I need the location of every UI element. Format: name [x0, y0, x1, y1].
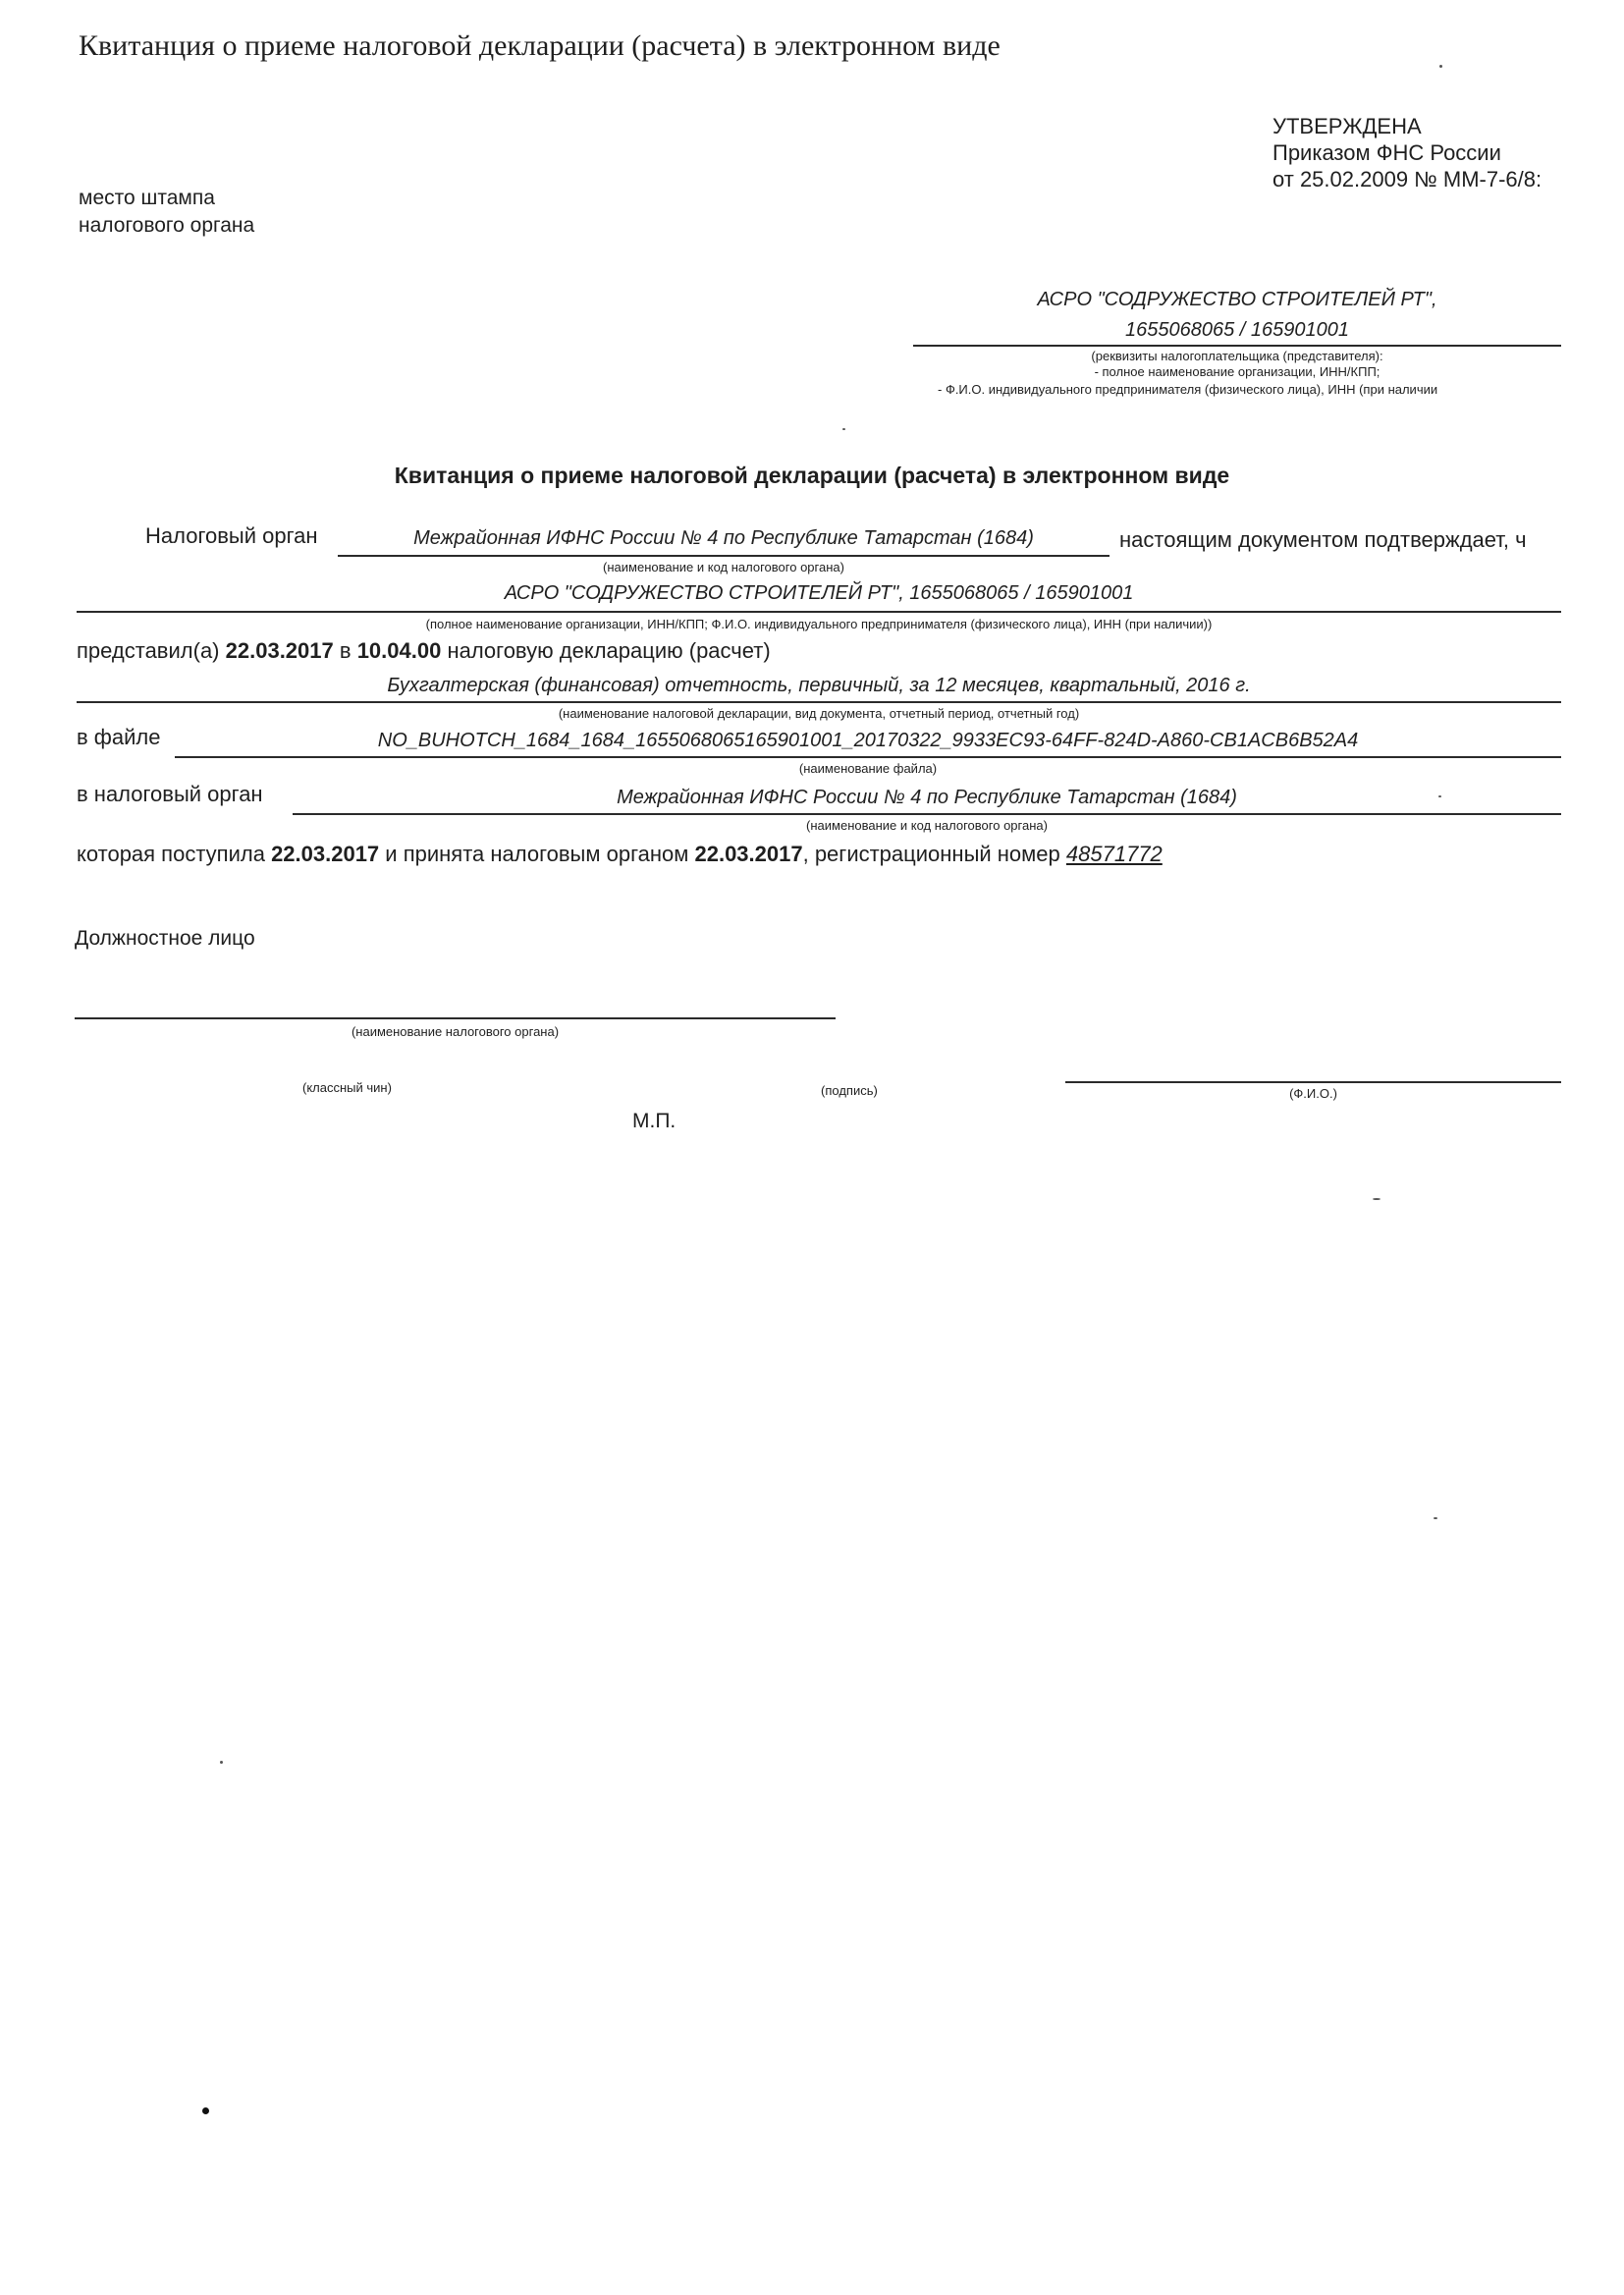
approval-line-2: Приказом ФНС России — [1272, 140, 1501, 165]
signature-caption: (подпись) — [821, 1083, 878, 1098]
top-title: Квитанция о приеме налоговой декларации (расчета) в электронном виде — [79, 29, 1001, 62]
accepted-date: 22.03.2017 — [694, 842, 803, 866]
received-date: 22.03.2017 — [271, 842, 380, 866]
file-line — [175, 756, 1561, 758]
taxpayer-name: АСРО "СОДРУЖЕСТВО СТРОИТЕЛЕЙ РТ", — [1037, 289, 1437, 310]
authority-caption: (наименование налогового органа) — [351, 1024, 560, 1039]
org-value: АСРО "СОДРУЖЕСТВО СТРОИТЕЛЕЙ РТ", 1655068065 / 165901001 — [504, 582, 1134, 604]
to-authority-caption: (наименование и код налогового органа) — [806, 818, 1048, 833]
scan-speck — [202, 2107, 209, 2114]
reg-text: , регистрационный номер — [802, 842, 1060, 866]
org-caption: (полное наименование организации, ИНН/КПП; Ф.И.О. индивидуального предпринимателя (физического лица), ИНН (при наличии)) — [425, 617, 1213, 631]
approval-line-1: УТВЕРЖДЕНА — [1272, 114, 1422, 138]
taxpayer-caption-1: (реквизиты налогоплательщика (представителя): — [1091, 349, 1383, 363]
file-caption: (наименование файла) — [798, 761, 938, 776]
to-authority-label: в налоговый орган — [77, 782, 263, 806]
declaration-caption: (наименование налоговой декларации, вид документа, отчетный период, отчетный год) — [558, 706, 1080, 721]
accepted-text: и принята налоговым органом — [385, 842, 689, 866]
scan-speck — [1438, 795, 1441, 797]
submitted-line — [77, 638, 771, 664]
tax-authority-value: Межрайонная ИФНС России № 4 по Республике Татарстан (1684) — [413, 527, 1034, 549]
reg-number: 48571772 — [1065, 842, 1163, 866]
file-value: NO_BUHOTCH_1684_1684_1655068065165901001_20170322_9933EC93-64FF-824D-A860-CB1ACB6B52A4 — [377, 730, 1359, 751]
stamp-place-line-2: налогового органа — [79, 214, 255, 237]
fio-line — [1065, 1081, 1561, 1083]
tax-authority-label: Налоговый орган — [145, 523, 318, 548]
submitted-prefix: представил(а) — [77, 638, 220, 663]
tax-authority-caption: (наименование и код налогового органа) — [603, 560, 844, 574]
taxpayer-caption-3: - Ф.И.О. индивидуального предпринимателя (физического лица), ИНН (при наличии — [938, 382, 1438, 397]
submitted-in: в — [339, 638, 352, 663]
scan-speck — [1434, 1517, 1437, 1519]
rank-caption: (классный чин) — [302, 1080, 392, 1095]
official-label: Должностное лицо — [75, 927, 255, 950]
fio-caption: (Ф.И.О.) — [1289, 1086, 1337, 1101]
to-authority-value: Межрайонная ИФНС России № 4 по Республике Татарстан (1684) — [617, 787, 1237, 808]
declaration-line — [77, 701, 1561, 703]
scan-speck — [1439, 65, 1442, 68]
received-line — [77, 842, 1163, 867]
authority-sign-line — [75, 1017, 836, 1019]
org-line — [77, 611, 1561, 613]
file-label: в файле — [77, 725, 161, 749]
taxpayer-line — [913, 345, 1561, 347]
taxpayer-caption-2: - полное наименование организации, ИНН/КПП; — [1094, 364, 1380, 379]
scan-speck — [220, 1761, 223, 1764]
document-heading: Квитанция о приеме налоговой декларации (расчета) в электронном виде — [394, 463, 1230, 488]
scan-speck — [1373, 1198, 1380, 1200]
submitted-date: 22.03.2017 — [225, 638, 334, 663]
stamp-place-line-1: место штампа — [79, 187, 215, 209]
submitted-time: 10.04.00 — [356, 638, 442, 663]
to-authority-line — [293, 813, 1561, 815]
submitted-suffix: налоговую декларацию (расчет) — [447, 638, 771, 663]
taxpayer-ids: 1655068065 / 165901001 — [1124, 319, 1349, 341]
declaration-value: Бухгалтерская (финансовая) отчетность, первичный, за 12 месяцев, квартальный, 2016 г. — [387, 675, 1251, 696]
confirms-text: настоящим документом подтверждает, ч — [1119, 527, 1527, 552]
seal-mark: М.П. — [632, 1110, 677, 1132]
scan-speck — [842, 428, 845, 430]
received-prefix: которая поступила — [77, 842, 265, 866]
tax-authority-line — [338, 555, 1110, 557]
approval-line-3: от 25.02.2009 № ММ-7-6/8: — [1272, 167, 1543, 191]
